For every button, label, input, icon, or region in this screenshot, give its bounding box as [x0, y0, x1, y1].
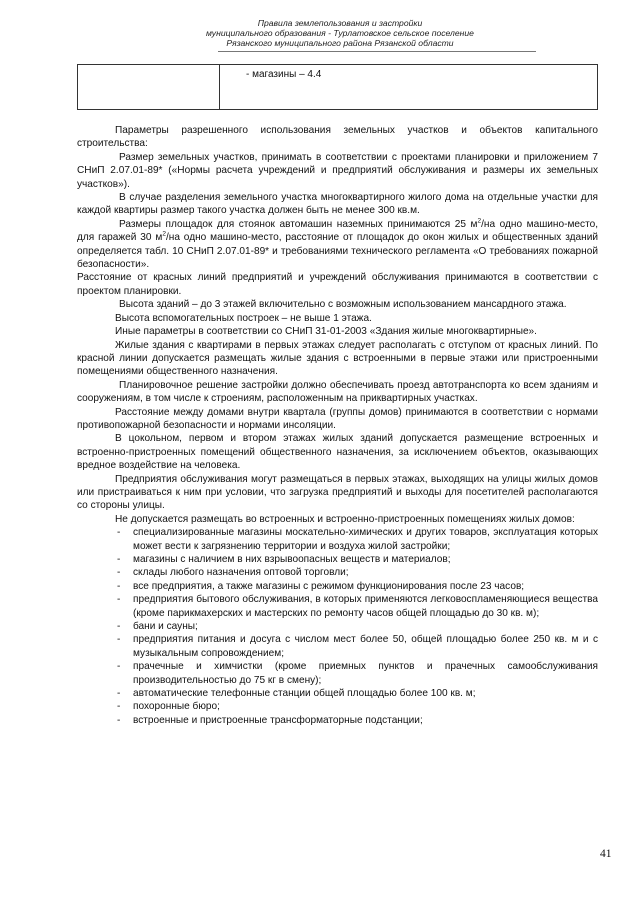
header-divider [218, 51, 536, 52]
prohibited-list [77, 526, 598, 727]
paragraph: Планировочное решение застройки должно обеспечивать проезд автотранспорта ко всем зданиям и сооружениям, в том числе к строениям, расположенным на приквартирных участках. [77, 379, 598, 405]
list-item: - автоматические телефонные станции общей площадью более 100 кв. м; [77, 687, 598, 700]
paragraph: Высота вспомогательных построек – не выше 1 этажа. [115, 312, 372, 324]
header-line-1: Правила землепользования и застройки [257, 18, 423, 28]
list-item: - похоронные бюро; [77, 700, 598, 713]
text-run: Размеры площадок для стоянок автомашин наземных принимаются 25 м [119, 218, 478, 230]
paragraph: Расстояние от красных линий предприятий и учреждений обслуживания принимаются в соответствии с проектом планировки. [77, 272, 598, 297]
superscript: 2 [162, 230, 166, 238]
paragraph: Не допускается размещать во встроенных и встроенно-пристроенных помещениях жилых домов: [115, 513, 575, 525]
document-body [77, 124, 598, 727]
paragraph: В цокольном, первом и втором этажах жилых зданий допускается размещение встроенных и встроенно-пристроенных помещений общественного назначения, за исключением объектов, оказывающих вредное воздействие на человека. [77, 433, 598, 472]
list-item: - все предприятия, а также магазины с режимом функционирования после 23 часов; [77, 580, 598, 593]
paragraph: Параметры разрешенного использования земельных участков и объектов капитального строительства: [77, 125, 598, 150]
text-run: /на одно машино-место, расстояние от площадок до окон жилых и общественных зданий определяется табл. 10 СНиП 2.07.01-89* и требованиями технического регламента «О требованиях пожарной безопасности». [77, 232, 598, 271]
table-row [78, 65, 598, 110]
list-item: - предприятия питания и досуга с числом мест более 50, общей площадью более 250 кв. м и с музыкальным сопровождением; [77, 633, 598, 660]
paragraph: Высота зданий – до 3 этажей включительно с возможным использованием мансардного этажа. [119, 299, 567, 311]
paragraph: Размер земельных участков, принимать в соответствии с проектами планировки и приложением 7 СНиП 2.07.01-89* («Нормы расчета учреждений и предприятий обслуживания и размеры их земельных участков»). [77, 151, 598, 190]
paragraph-parking [77, 218, 598, 272]
text-run: /на одно машино-место, для гаражей 30 м [77, 218, 599, 244]
paragraph: Предприятия обслуживания могут размещаться в первых этажах, выходящих на улицы жилых домов или пристраиваться к ним при условии, что загрузка предприятий и выходы для посетителей располагаются со стороны улицы. [77, 473, 598, 512]
list-item: - встроенные и пристроенные трансформаторные подстанции; [77, 714, 598, 727]
list-item: - бани и сауны; [77, 620, 598, 633]
paragraph: Жилые здания с квартирами в первых этажах следует располагать с отступом от красных линий. По красной линии допускается размещать жилые здания с встроенными в первые этажи или пристроенными помещениями общественного назначения. [77, 339, 598, 378]
table-cell-text: - магазины – 4.4 [220, 65, 598, 110]
page-header [0, 18, 640, 49]
paragraph: Иные параметры в соответствии со СНиП 31-01-2003 «Здания жилые многоквартирные». [115, 326, 537, 338]
list-item: - специализированные магазины москательно-химических и других товаров, эксплуатация которых может вести к загрязнению территории и воздуха жилой застройки; [77, 526, 598, 553]
table-cell-empty [78, 65, 220, 110]
list-item: - магазины с наличием в них взрывоопасных веществ и материалов; [77, 553, 598, 566]
list-item: - предприятия бытового обслуживания, в которых применяются легковоспламеняющиеся вещества (кроме парикмахерских и мастерских по ремонту часов общей площадью до 30 кв. м); [77, 593, 598, 620]
list-item: - склады любого назначения оптовой торговли; [77, 566, 598, 579]
paragraph: В случае разделения земельного участка многоквартирного жилого дома на отдельные участки для каждой квартиры размер такого участка должен быть не менее 300 кв.м. [77, 192, 598, 217]
header-line-3: Рязанского муниципального района Рязанской области [226, 38, 454, 49]
header-line-2: муниципального образования - Турлатовское сельское поселение [206, 28, 474, 39]
superscript: 2 [477, 217, 482, 225]
paragraph: Расстояние между домами внутри квартала (группы домов) принимаются в соответствии с нормами противопожарной безопасности и нормами инсоляции. [77, 406, 598, 431]
page-number: 41 [600, 848, 612, 860]
table-fragment [77, 64, 598, 110]
list-item: - прачечные и химчистки (кроме приемных пунктов и прачечных самообслуживания производительностью до 75 кг в смену); [77, 660, 598, 687]
